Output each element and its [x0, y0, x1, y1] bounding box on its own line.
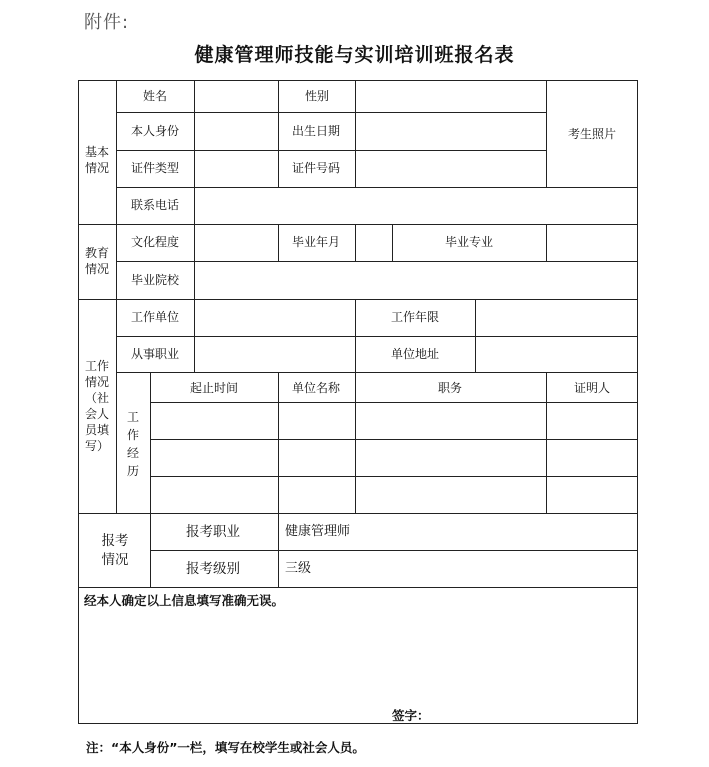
birth-date-input[interactable] [356, 113, 545, 149]
major-input[interactable] [547, 225, 637, 261]
occupation-input[interactable] [195, 337, 354, 372]
grid-line [78, 513, 638, 514]
gender-label: 性别 [305, 89, 330, 103]
grid-line [78, 587, 638, 588]
phone-label: 联系电话 [131, 198, 180, 212]
photo-box[interactable] [547, 81, 637, 187]
signature-field[interactable] [440, 700, 630, 722]
document-number-label: 证件号码 [292, 161, 341, 175]
work-years-input[interactable] [476, 300, 637, 335]
document-number-input[interactable] [356, 151, 545, 186]
grid-line [78, 80, 79, 724]
work-years-label: 工作年限 [391, 310, 440, 324]
history-header-position: 职务 [438, 381, 463, 395]
footer-note: 注：“本人身份”一栏，填写在校学生或社会人员。 [86, 740, 365, 755]
gender-input[interactable] [356, 81, 545, 112]
grid-line [637, 80, 638, 724]
occupation-label: 从事职业 [131, 347, 180, 361]
section-education: 教育情况 [84, 246, 109, 276]
school-label: 毕业院校 [131, 273, 180, 287]
grid-line [278, 513, 279, 588]
identity-input[interactable] [195, 113, 277, 149]
identity-label: 本人身份 [131, 124, 180, 138]
name-input[interactable] [195, 81, 277, 112]
grid-line [78, 723, 638, 724]
grid-line [116, 372, 638, 373]
attachment-label: 附件: [84, 12, 130, 33]
history-header-referee: 证明人 [574, 381, 611, 395]
name-label: 姓名 [143, 89, 168, 103]
grid-line [150, 513, 151, 588]
grid-line [278, 224, 279, 262]
employer-address-label: 单位地址 [391, 347, 440, 361]
exam-level-label: 报考级别 [186, 561, 240, 577]
grid-line [392, 224, 393, 262]
document-type-label: 证件类型 [131, 161, 180, 175]
section-basic: 基本情况 [84, 145, 109, 175]
history-row[interactable] [151, 477, 637, 513]
history-row[interactable] [151, 403, 637, 438]
exam-occupation-label: 报考职业 [186, 524, 240, 540]
history-row[interactable] [151, 440, 637, 475]
employer-label: 工作单位 [131, 310, 180, 324]
graduation-date-input[interactable] [356, 225, 391, 261]
history-header-period: 起止时间 [190, 381, 239, 395]
work-history-label: 工作经历 [126, 410, 139, 478]
confirmation-statement: 经本人确定以上信息填写准确无误。 [84, 593, 285, 608]
section-exam: 报考情况 [101, 533, 129, 568]
history-header-employer: 单位名称 [292, 381, 341, 395]
document-type-input[interactable] [195, 151, 277, 186]
education-level-label: 文化程度 [131, 235, 180, 249]
graduation-date-label: 毕业年月 [292, 235, 341, 249]
grid-line [355, 299, 356, 373]
grid-line [278, 80, 279, 188]
section-work: 工作情况（社会人员填写） [84, 359, 109, 453]
school-input[interactable] [195, 262, 637, 298]
employer-input[interactable] [195, 300, 354, 335]
exam-occupation-value[interactable]: 健康管理师 [285, 524, 351, 539]
exam-level-value[interactable]: 三级 [285, 561, 312, 576]
major-label: 毕业专业 [445, 235, 494, 249]
phone-input[interactable] [195, 188, 637, 223]
photo-label: 考生照片 [568, 127, 617, 141]
birth-date-label: 出生日期 [292, 124, 341, 138]
grid-line [150, 550, 638, 551]
signature-label: 签字： [392, 708, 430, 723]
employer-address-input[interactable] [476, 337, 637, 372]
grid-line [116, 80, 117, 514]
education-level-input[interactable] [195, 225, 277, 261]
form-title: 健康管理师技能与实训培训班报名表 [194, 44, 515, 66]
